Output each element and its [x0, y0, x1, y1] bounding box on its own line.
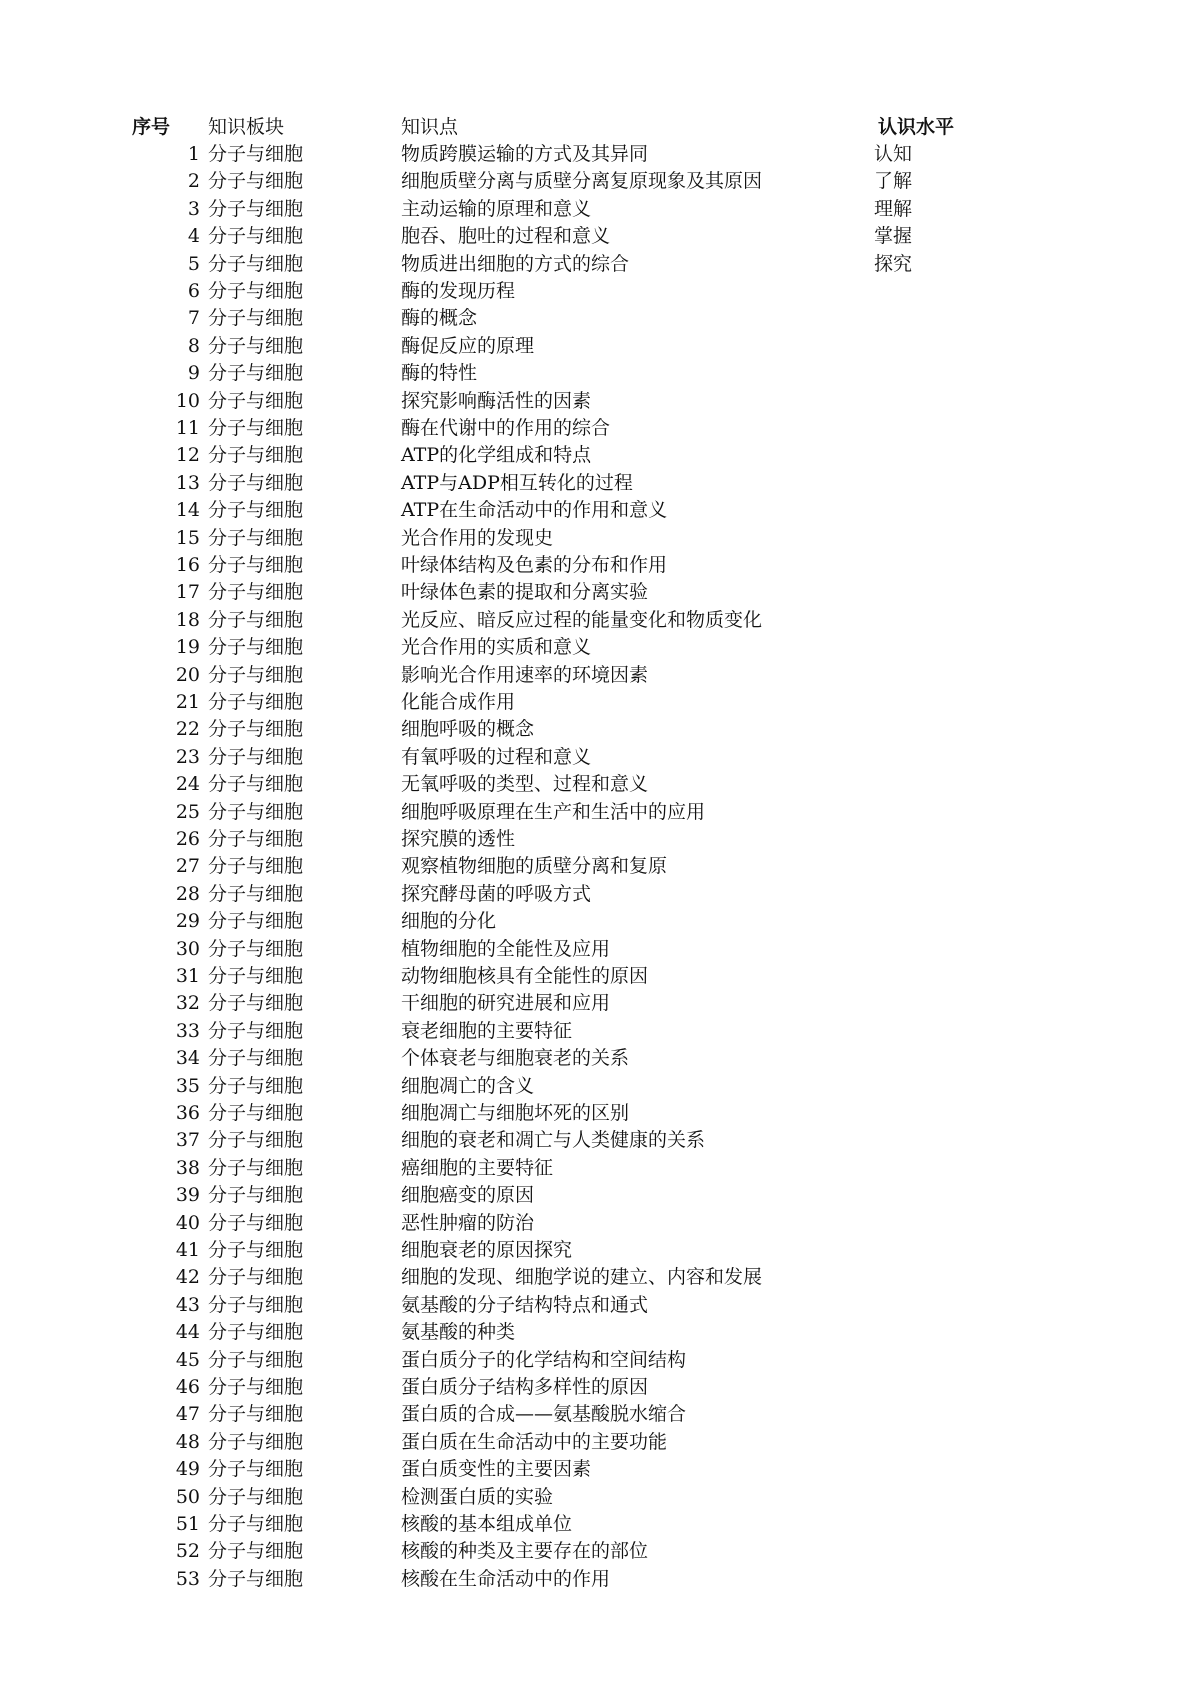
row-point: ATP的化学组成和特点	[401, 444, 592, 467]
row-module: 分子与细胞	[208, 773, 304, 796]
row-no: 3	[187, 197, 200, 220]
row-module: 分子与细胞	[208, 526, 304, 549]
row-no: 13	[175, 471, 200, 494]
row-point: 细胞质壁分离与质壁分离复原现象及其原因	[401, 170, 763, 193]
table-row	[0, 1566, 1200, 1593]
row-module: 分子与细胞	[208, 1239, 304, 1261]
row-module: 分子与细胞	[208, 334, 304, 357]
row-no: 28	[175, 882, 200, 905]
row-no: 11	[175, 417, 200, 439]
row-module: 分子与细胞	[208, 800, 304, 823]
row-no: 46	[175, 1376, 200, 1398]
row-module: 分子与细胞	[208, 1184, 304, 1207]
row-point: 个体衰老与细胞衰老的关系	[401, 1047, 630, 1070]
row-point: 有氧呼吸的过程和意义	[401, 745, 592, 768]
table-row	[0, 716, 1200, 743]
table-row	[0, 333, 1200, 360]
row-module: 分子与细胞	[208, 1458, 304, 1481]
row-no: 40	[175, 1211, 200, 1234]
row-module: 分子与细胞	[208, 1047, 304, 1070]
table-row	[0, 990, 1200, 1017]
table-row	[0, 196, 1200, 223]
row-point: 动物细胞核具有全能性的原因	[401, 965, 649, 987]
table-row	[0, 689, 1200, 716]
header-no: 序号	[132, 116, 171, 138]
row-module: 分子与细胞	[208, 992, 304, 1015]
table-row	[0, 1374, 1200, 1401]
row-no: 5	[187, 252, 200, 275]
row-no: 20	[175, 663, 200, 686]
row-module: 分子与细胞	[208, 197, 304, 220]
table-row	[0, 168, 1200, 195]
row-no: 31	[175, 965, 200, 987]
row-point: 细胞的发现、细胞学说的建立、内容和发展	[401, 1266, 763, 1289]
row-no: 2	[187, 170, 200, 193]
row-point: 探究影响酶活性的因素	[401, 389, 592, 412]
row-module: 分子与细胞	[208, 663, 304, 686]
table-row	[0, 1264, 1200, 1291]
row-no: 1	[187, 143, 200, 165]
table-row	[0, 360, 1200, 387]
table-row	[0, 826, 1200, 853]
row-point: 氨基酸的分子结构特点和通式	[401, 1293, 649, 1316]
row-module: 分子与细胞	[208, 362, 304, 385]
row-point: 细胞衰老的原因探究	[401, 1239, 573, 1261]
header-module: 知识板块	[208, 116, 285, 138]
row-module: 分子与细胞	[208, 718, 304, 741]
table-header	[0, 114, 1200, 141]
row-no: 16	[175, 554, 200, 576]
table-row	[0, 305, 1200, 332]
row-no: 41	[175, 1239, 200, 1261]
row-point: ATP与ADP相互转化的过程	[401, 471, 633, 494]
table-row	[0, 442, 1200, 469]
row-no: 12	[175, 444, 200, 467]
row-point: 蛋白质分子结构多样性的原因	[401, 1376, 649, 1398]
row-no: 38	[175, 1156, 200, 1179]
row-module: 分子与细胞	[208, 1102, 304, 1124]
row-no: 24	[175, 773, 200, 796]
row-no: 4	[187, 225, 200, 248]
table-row	[0, 634, 1200, 661]
row-no: 30	[175, 937, 200, 960]
row-no: 29	[175, 910, 200, 933]
table-row	[0, 1484, 1200, 1511]
row-module: 分子与细胞	[208, 280, 304, 302]
row-point: 探究酵母菌的呼吸方式	[401, 882, 592, 905]
row-module: 分子与细胞	[208, 252, 304, 275]
row-module: 分子与细胞	[208, 828, 304, 850]
row-point: 叶绿体结构及色素的分布和作用	[401, 554, 668, 576]
table-row	[0, 141, 1200, 168]
row-module: 分子与细胞	[208, 1376, 304, 1398]
row-no: 10	[175, 389, 200, 412]
header-level: 认识水平	[878, 116, 955, 138]
row-no: 47	[175, 1403, 200, 1426]
row-module: 分子与细胞	[208, 1513, 304, 1535]
row-no: 37	[175, 1129, 200, 1152]
table-row	[0, 1073, 1200, 1100]
row-no: 25	[175, 800, 200, 823]
row-point: 检测蛋白质的实验	[401, 1485, 554, 1508]
row-no: 51	[175, 1513, 200, 1535]
table-row	[0, 607, 1200, 634]
table-row	[0, 963, 1200, 990]
row-no: 7	[187, 307, 200, 330]
table-row	[0, 1018, 1200, 1045]
row-module: 分子与细胞	[208, 965, 304, 987]
row-module: 分子与细胞	[208, 882, 304, 905]
row-point: 恶性肿瘤的防治	[401, 1211, 535, 1234]
row-point: 蛋白质变性的主要因素	[401, 1458, 592, 1481]
row-module: 分子与细胞	[208, 1074, 304, 1097]
row-no: 33	[175, 1019, 200, 1042]
row-point: 细胞呼吸的概念	[401, 718, 535, 741]
row-no: 21	[175, 691, 200, 713]
row-module: 分子与细胞	[208, 691, 304, 713]
table-row	[0, 936, 1200, 963]
row-no: 35	[175, 1074, 200, 1097]
row-level: 探究	[874, 252, 913, 275]
row-module: 分子与细胞	[208, 1321, 304, 1344]
row-point: 细胞癌变的原因	[401, 1184, 535, 1207]
row-module: 分子与细胞	[208, 1293, 304, 1316]
row-no: 6	[187, 280, 200, 302]
row-module: 分子与细胞	[208, 1430, 304, 1453]
row-point: 细胞凋亡的含义	[401, 1074, 535, 1097]
table-row	[0, 223, 1200, 250]
table-row	[0, 1538, 1200, 1565]
table-row	[0, 1155, 1200, 1182]
row-no: 8	[187, 334, 200, 357]
table-row	[0, 662, 1200, 689]
table-row	[0, 1511, 1200, 1538]
row-point: 衰老细胞的主要特征	[401, 1019, 573, 1042]
table-row	[0, 881, 1200, 908]
row-no: 53	[175, 1567, 200, 1590]
row-point: 细胞的分化	[401, 910, 497, 933]
row-point: 光合作用的实质和意义	[401, 636, 592, 659]
row-point: 干细胞的研究进展和应用	[401, 992, 611, 1015]
table-row	[0, 1100, 1200, 1127]
row-module: 分子与细胞	[208, 1129, 304, 1152]
row-no: 23	[175, 745, 200, 768]
row-module: 分子与细胞	[208, 170, 304, 193]
table-row	[0, 1347, 1200, 1374]
row-point: 酶的发现历程	[401, 280, 516, 302]
row-point: 主动运输的原理和意义	[401, 197, 592, 220]
row-module: 分子与细胞	[208, 225, 304, 248]
row-module: 分子与细胞	[208, 937, 304, 960]
table-row	[0, 1429, 1200, 1456]
row-no: 36	[175, 1102, 200, 1124]
row-no: 43	[175, 1293, 200, 1316]
row-level: 认知	[874, 143, 913, 165]
table-row	[0, 278, 1200, 305]
row-module: 分子与细胞	[208, 499, 304, 522]
row-module: 分子与细胞	[208, 554, 304, 576]
row-no: 14	[175, 499, 200, 522]
row-point: 核酸的基本组成单位	[401, 1513, 573, 1535]
table-row	[0, 771, 1200, 798]
row-point: 无氧呼吸的类型、过程和意义	[401, 773, 649, 796]
row-no: 42	[175, 1266, 200, 1289]
table-row	[0, 579, 1200, 606]
table-row	[0, 525, 1200, 552]
row-module: 分子与细胞	[208, 471, 304, 494]
row-point: 观察植物细胞的质壁分离和复原	[401, 855, 668, 878]
table-row	[0, 1237, 1200, 1264]
row-module: 分子与细胞	[208, 1567, 304, 1590]
row-module: 分子与细胞	[208, 1019, 304, 1042]
row-no: 18	[175, 608, 200, 631]
row-no: 49	[175, 1458, 200, 1481]
table-row	[0, 908, 1200, 935]
table-row	[0, 744, 1200, 771]
row-point: 细胞凋亡与细胞坏死的区别	[401, 1102, 630, 1124]
row-point: 蛋白质的合成——氨基酸脱水缩合	[401, 1403, 687, 1426]
table-row	[0, 1292, 1200, 1319]
table-row	[0, 1182, 1200, 1209]
row-point: 蛋白质在生命活动中的主要功能	[401, 1430, 668, 1453]
row-level: 理解	[874, 197, 913, 220]
row-no: 48	[175, 1430, 200, 1453]
row-no: 15	[175, 526, 200, 549]
table-row	[0, 1210, 1200, 1237]
row-point: 酶促反应的原理	[401, 334, 535, 357]
row-module: 分子与细胞	[208, 910, 304, 933]
table-row	[0, 552, 1200, 579]
row-point: 物质进出细胞的方式的综合	[401, 252, 630, 275]
row-module: 分子与细胞	[208, 143, 304, 165]
table-row	[0, 1401, 1200, 1428]
header-point: 知识点	[401, 116, 459, 138]
table-row	[0, 1456, 1200, 1483]
row-point: 酶的概念	[401, 307, 478, 330]
table-row	[0, 415, 1200, 442]
row-point: 植物细胞的全能性及应用	[401, 937, 611, 960]
row-module: 分子与细胞	[208, 608, 304, 631]
row-point: 光合作用的发现史	[401, 526, 554, 549]
row-point: 细胞呼吸原理在生产和生活中的应用	[401, 800, 706, 823]
row-no: 39	[175, 1184, 200, 1207]
row-module: 分子与细胞	[208, 444, 304, 467]
row-module: 分子与细胞	[208, 1211, 304, 1234]
row-module: 分子与细胞	[208, 636, 304, 659]
row-point: 光反应、暗反应过程的能量变化和物质变化	[401, 608, 763, 631]
row-no: 9	[187, 362, 200, 385]
row-module: 分子与细胞	[208, 1156, 304, 1179]
row-point: 影响光合作用速率的环境因素	[401, 663, 649, 686]
row-no: 52	[175, 1540, 200, 1563]
row-no: 50	[175, 1485, 200, 1508]
table-row	[0, 1319, 1200, 1346]
row-module: 分子与细胞	[208, 581, 304, 604]
row-point: 酶的特性	[401, 362, 478, 385]
row-point: 胞吞、胞吐的过程和意义	[401, 225, 611, 248]
row-module: 分子与细胞	[208, 1348, 304, 1371]
row-point: 叶绿体色素的提取和分离实验	[401, 581, 649, 604]
table-row	[0, 1127, 1200, 1154]
table-row	[0, 497, 1200, 524]
row-point: 化能合成作用	[401, 691, 516, 713]
row-point: 探究膜的透性	[401, 828, 516, 850]
row-module: 分子与细胞	[208, 745, 304, 768]
row-point: 物质跨膜运输的方式及其异同	[401, 143, 649, 165]
row-point: 酶在代谢中的作用的综合	[401, 417, 611, 439]
row-no: 34	[175, 1047, 200, 1070]
row-point: 蛋白质分子的化学结构和空间结构	[401, 1348, 687, 1371]
row-module: 分子与细胞	[208, 417, 304, 439]
table-row	[0, 853, 1200, 880]
row-module: 分子与细胞	[208, 1485, 304, 1508]
row-point: ATP在生命活动中的作用和意义	[401, 499, 668, 522]
row-module: 分子与细胞	[208, 389, 304, 412]
row-module: 分子与细胞	[208, 307, 304, 330]
row-module: 分子与细胞	[208, 1403, 304, 1426]
row-point: 细胞的衰老和凋亡与人类健康的关系	[401, 1129, 706, 1152]
row-module: 分子与细胞	[208, 1540, 304, 1563]
row-module: 分子与细胞	[208, 855, 304, 878]
row-no: 27	[175, 855, 200, 878]
row-level: 了解	[874, 170, 913, 193]
row-no: 32	[175, 992, 200, 1015]
row-point: 癌细胞的主要特征	[401, 1156, 554, 1179]
row-point: 核酸的种类及主要存在的部位	[401, 1540, 649, 1563]
row-no: 22	[175, 718, 200, 741]
row-point: 氨基酸的种类	[401, 1321, 516, 1344]
row-no: 26	[175, 828, 200, 850]
row-point: 核酸在生命活动中的作用	[401, 1567, 611, 1590]
table-row	[0, 799, 1200, 826]
table-row	[0, 470, 1200, 497]
row-module: 分子与细胞	[208, 1266, 304, 1289]
row-no: 19	[175, 636, 200, 659]
row-no: 45	[175, 1348, 200, 1371]
row-level: 掌握	[874, 225, 913, 248]
table-row	[0, 388, 1200, 415]
table-row	[0, 251, 1200, 278]
row-no: 44	[175, 1321, 200, 1344]
table-row	[0, 1045, 1200, 1072]
row-no: 17	[175, 581, 200, 604]
